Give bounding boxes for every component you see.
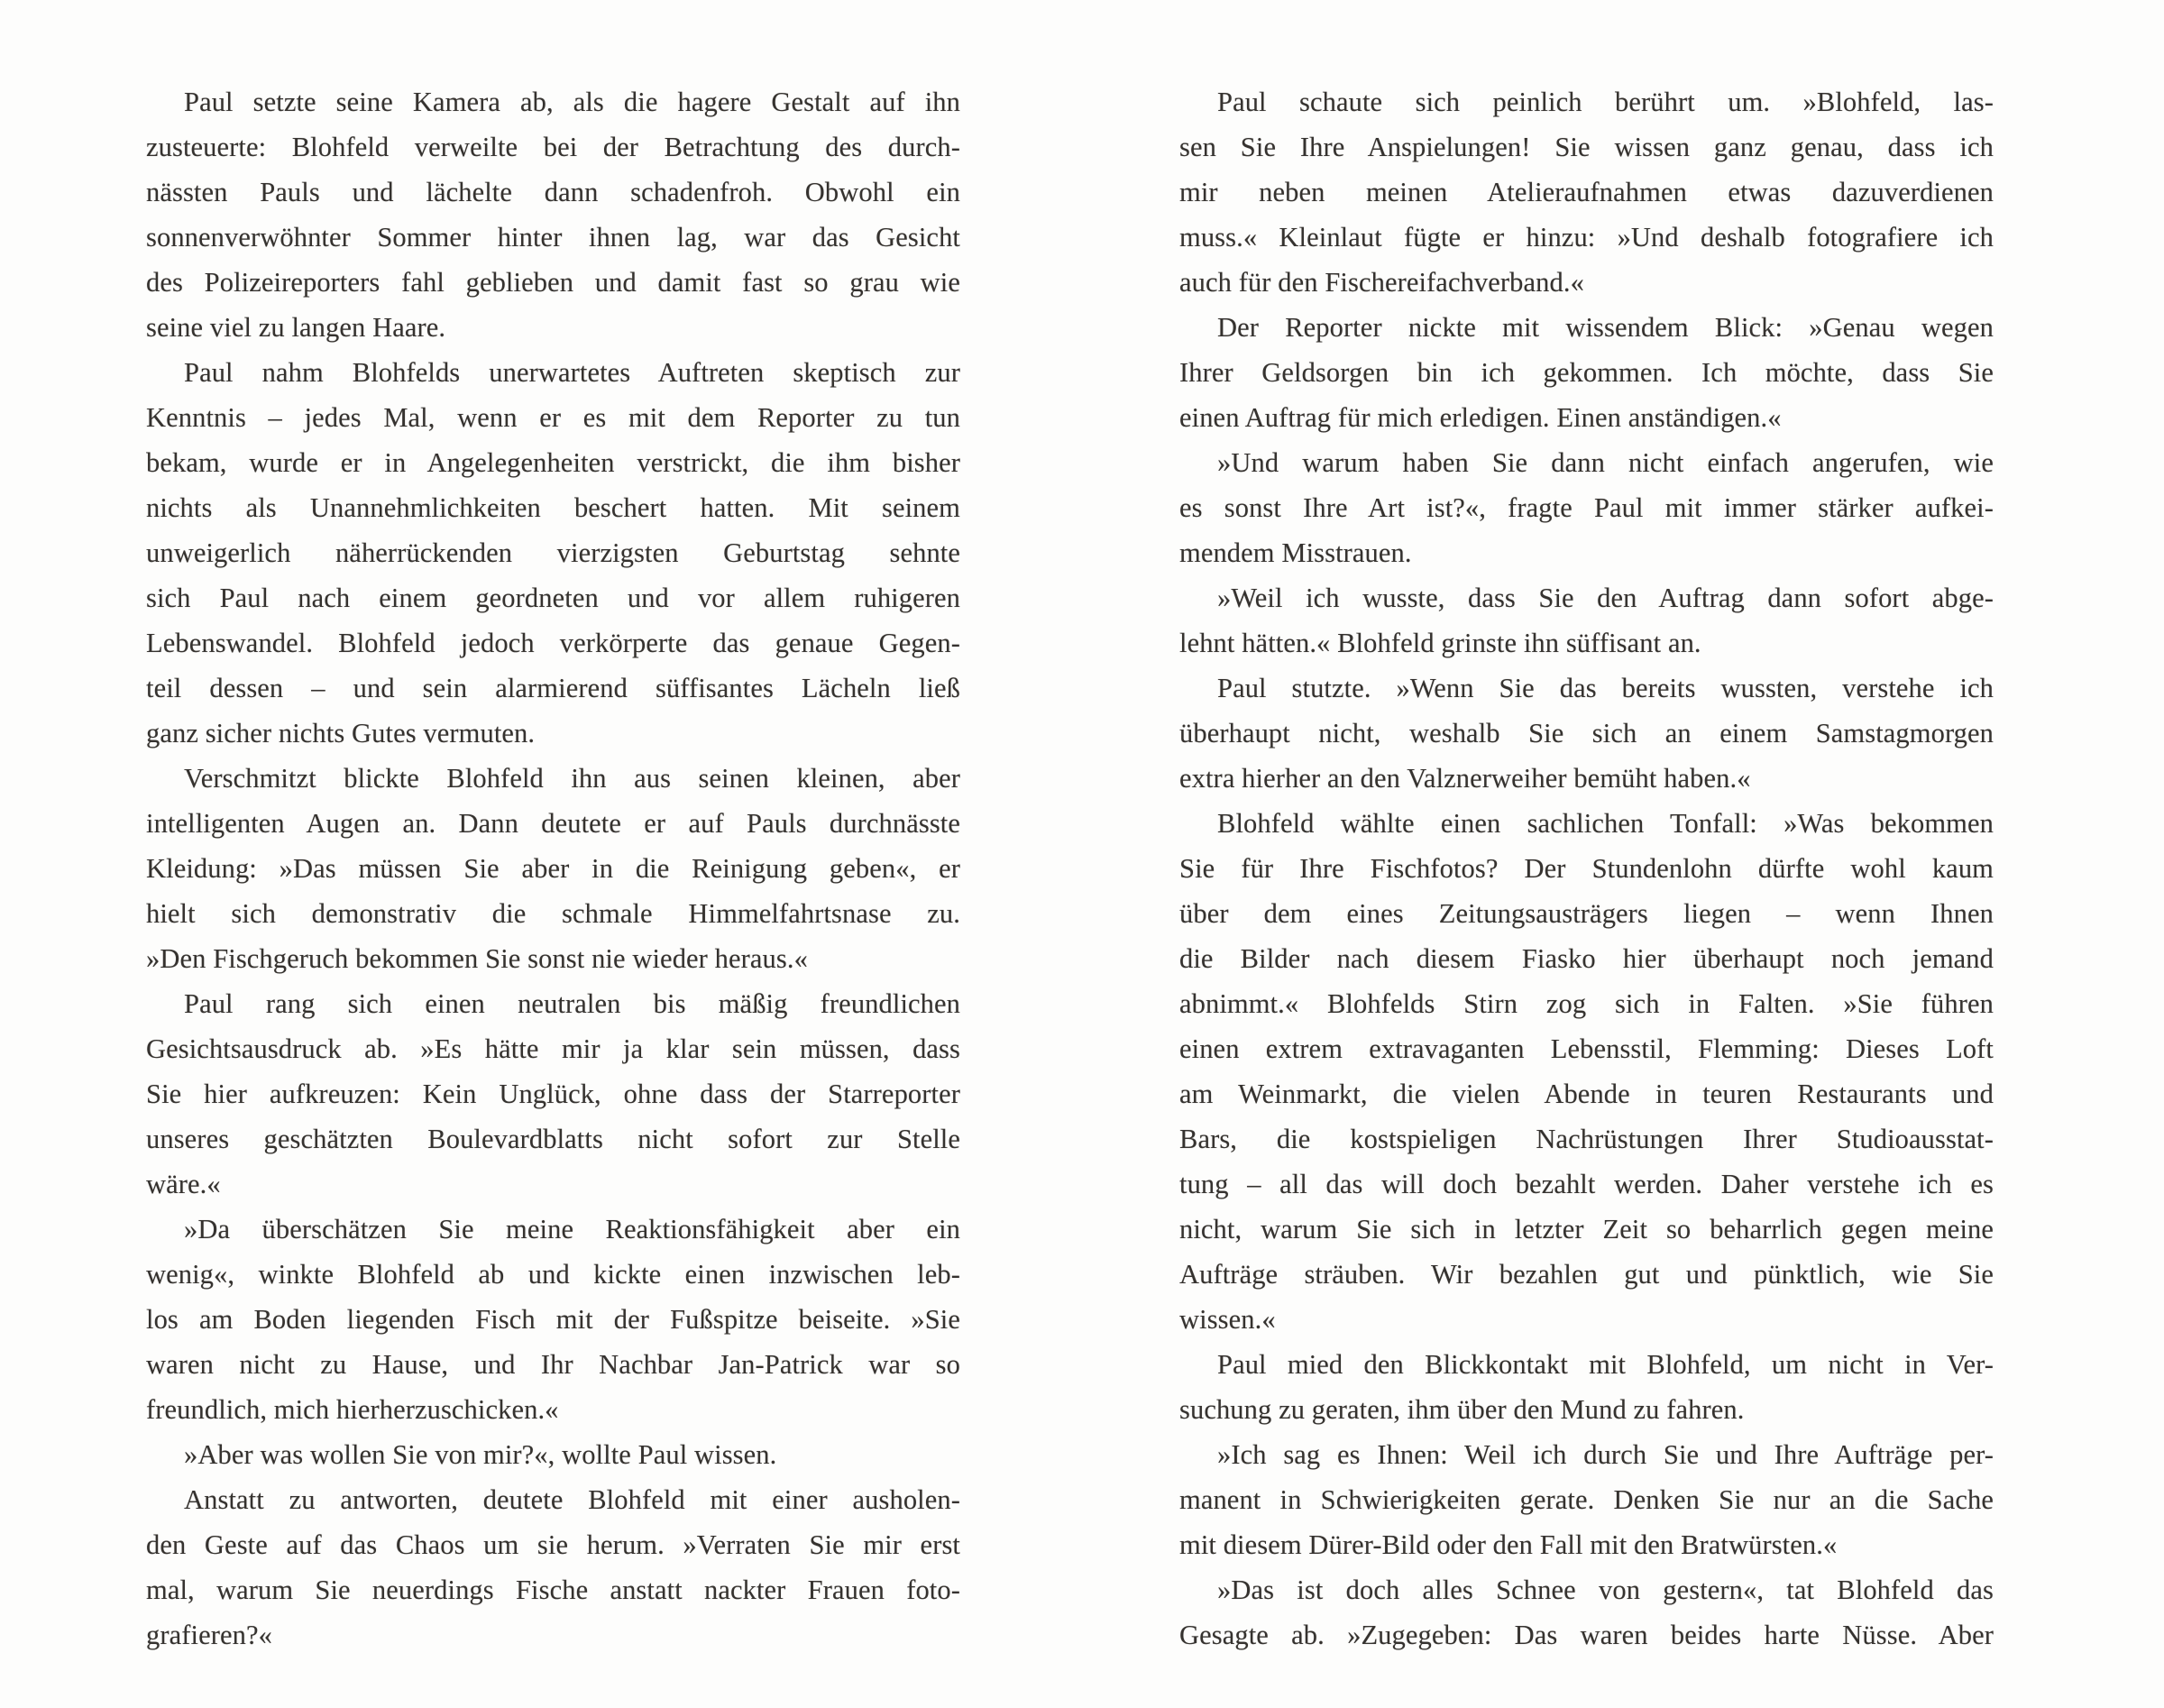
text-line: extra hierher an den Valznerweiher bemüht haben.« [1179,763,1751,794]
text-line: abnimmt.« Blohfelds Stirn zog sich in Falten. »Sie führen [1179,988,1994,1019]
text-line: Verschmitzt blickte Blohfeld ihn aus seinen kleinen, aber [184,763,960,794]
left-page-text-block [146,79,960,1657]
text-line: Blohfeld wählte einen sachlichen Tonfall: »Was bekommen [1217,808,1994,839]
right-page-text-block [1179,79,1994,1657]
text-line: mit diesem Dürer-Bild oder den Fall mit den Bratwürsten.« [1179,1529,1838,1560]
text-line: den Geste auf das Chaos um sie herum. »Verraten Sie mir erst [146,1529,960,1560]
text-line: sen Sie Ihre Anspielungen! Sie wissen ganz genau, dass ich [1179,132,1994,162]
text-line: Kenntnis – jedes Mal, wenn er es mit dem Reporter zu tun [146,402,960,433]
text-line: am Weinmarkt, die vielen Abende in teuren Restaurants und [1179,1079,1994,1109]
text-line: Der Reporter nickte mit wissendem Blick: »Genau wegen [1217,312,1994,343]
text-line: unseres geschätzten Boulevardblatts nicht sofort zur Stelle [146,1124,960,1154]
text-line: Sie hier aufkreuzen: Kein Unglück, ohne dass der Starreporter [146,1079,960,1109]
text-line: nässten Pauls und lächelte dann schadenfroh. Obwohl ein [146,177,960,207]
text-line: Paul mied den Blickkontakt mit Blohfeld, um nicht in Ver- [1217,1349,1994,1380]
text-line: einen Auftrag für mich erledigen. Einen anständigen.« [1179,402,1782,433]
text-line: lehnt hätten.« Blohfeld grinste ihn süffisant an. [1179,628,1701,658]
text-line: hielt sich demonstrativ die schmale Himmelfahrtsnase zu. [146,898,960,929]
text-line: intelligenten Augen an. Dann deutete er auf Pauls durchnässte [146,808,960,839]
text-line: »Weil ich wusste, dass Sie den Auftrag dann sofort abge- [1217,583,1994,613]
text-line: waren nicht zu Hause, und Ihr Nachbar Jan-Patrick war so [146,1349,960,1380]
text-line: grafieren?« [146,1620,272,1650]
text-line: Lebenswandel. Blohfeld jedoch verkörperte das genaue Gegen- [146,628,960,658]
text-line: Ihrer Geldsorgen bin ich gekommen. Ich möchte, dass Sie [1179,357,1994,388]
text-line: mir neben meinen Atelieraufnahmen etwas dazuverdienen [1179,177,1994,207]
text-line: »Und warum haben Sie dann nicht einfach angerufen, wie [1217,447,1994,478]
text-line: tung – all das will doch bezahlt werden. Daher verstehe ich es [1179,1169,1994,1199]
text-line: einen extrem extravaganten Lebensstil, Flemming: Dieses Loft [1179,1033,1994,1064]
text-line: mal, warum Sie neuerdings Fische anstatt nackter Frauen foto- [146,1575,960,1605]
text-line: die Bilder nach diesem Fiasko hier überhaupt noch jemand [1179,943,1994,974]
text-line: wäre.« [146,1169,221,1199]
text-line: »Den Fischgeruch bekommen Sie sonst nie wieder heraus.« [146,943,808,974]
text-line: Sie für Ihre Fischfotos? Der Stundenlohn dürfte wohl kaum [1179,853,1994,884]
text-line: Kleidung: »Das müssen Sie aber in die Reinigung geben«, er [146,853,960,884]
text-line: freundlich, mich hierherzuschicken.« [146,1394,559,1425]
text-line: teil dessen – und sein alarmierend süffisantes Lächeln ließ [146,673,960,703]
text-line: ganz sicher nichts Gutes vermuten. [146,718,536,748]
text-line: sonnenverwöhnter Sommer hinter ihnen lag, war das Gesicht [146,222,960,253]
text-line: bekam, wurde er in Angelegenheiten verstrickt, die ihm bisher [146,447,960,478]
text-line: Bars, die kostspieligen Nachrüstungen Ihrer Studioausstat- [1179,1124,1994,1154]
text-line: wenig«, winkte Blohfeld ab und kickte einen inzwischen leb- [146,1259,960,1290]
right-page [1082,0,2164,1708]
text-line: Paul setzte seine Kamera ab, als die hagere Gestalt auf ihn [184,87,960,117]
text-line: muss.« Kleinlaut fügte er hinzu: »Und deshalb fotografiere ich [1179,222,1994,253]
text-line: unweigerlich näherrückenden vierzigsten Geburtstag sehnte [146,537,960,568]
text-line: Anstatt zu antworten, deutete Blohfeld mit einer ausholen- [184,1484,960,1515]
text-line: nichts als Unannehmlichkeiten beschert hatten. Mit seinem [146,492,960,523]
text-line: manent in Schwierigkeiten gerate. Denken Sie nur an die Sache [1179,1484,1994,1515]
text-line: »Ich sag es Ihnen: Weil ich durch Sie und Ihre Aufträge per- [1217,1439,1994,1470]
text-line: über dem eines Zeitungsausträgers liegen – wenn Ihnen [1179,898,1994,929]
text-line: es sonst Ihre Art ist?«, fragte Paul mit immer stärker aufkei- [1179,492,1994,523]
text-line: auch für den Fischereifachverband.« [1179,267,1584,298]
text-line: suchung zu geraten, ihm über den Mund zu fahren. [1179,1394,1745,1425]
text-line: mendem Misstrauen. [1179,537,1412,568]
text-line: seine viel zu langen Haare. [146,312,446,343]
text-line: los am Boden liegenden Fisch mit der Fußspitze beiseite. »Sie [146,1304,960,1335]
text-line: nicht, warum Sie sich in letzter Zeit so beharrlich gegen meine [1179,1214,1994,1244]
text-line: sich Paul nach einem geordneten und vor allem ruhigeren [146,583,960,613]
text-line: überhaupt nicht, weshalb Sie sich an einem Samstagmorgen [1179,718,1994,748]
text-line: wissen.« [1179,1304,1276,1335]
text-line: zusteuerte: Blohfeld verweilte bei der Betrachtung des durch- [146,132,960,162]
text-line: Paul schaute sich peinlich berührt um. »Blohfeld, las- [1217,87,1994,117]
text-line: Paul rang sich einen neutralen bis mäßig freundlichen [184,988,960,1019]
text-line: des Polizeireporters fahl geblieben und damit fast so grau wie [146,267,960,298]
text-line: »Da überschätzen Sie meine Reaktionsfähigkeit aber ein [184,1214,960,1244]
text-line: Aufträge sträuben. Wir bezahlen gut und pünktlich, wie Sie [1179,1259,1994,1290]
text-line: »Aber was wollen Sie von mir?«, wollte Paul wissen. [184,1439,777,1470]
text-line: »Das ist doch alles Schnee von gestern«, tat Blohfeld das [1217,1575,1994,1605]
text-line: Gesagte ab. »Zugegeben: Das waren beides harte Nüsse. Aber [1179,1620,1994,1650]
text-line: Paul nahm Blohfelds unerwartetes Auftreten skeptisch zur [184,357,960,388]
text-line: Paul stutzte. »Wenn Sie das bereits wussten, verstehe ich [1217,673,1994,703]
text-line: Gesichtsausdruck ab. »Es hätte mir ja klar sein müssen, dass [146,1033,960,1064]
